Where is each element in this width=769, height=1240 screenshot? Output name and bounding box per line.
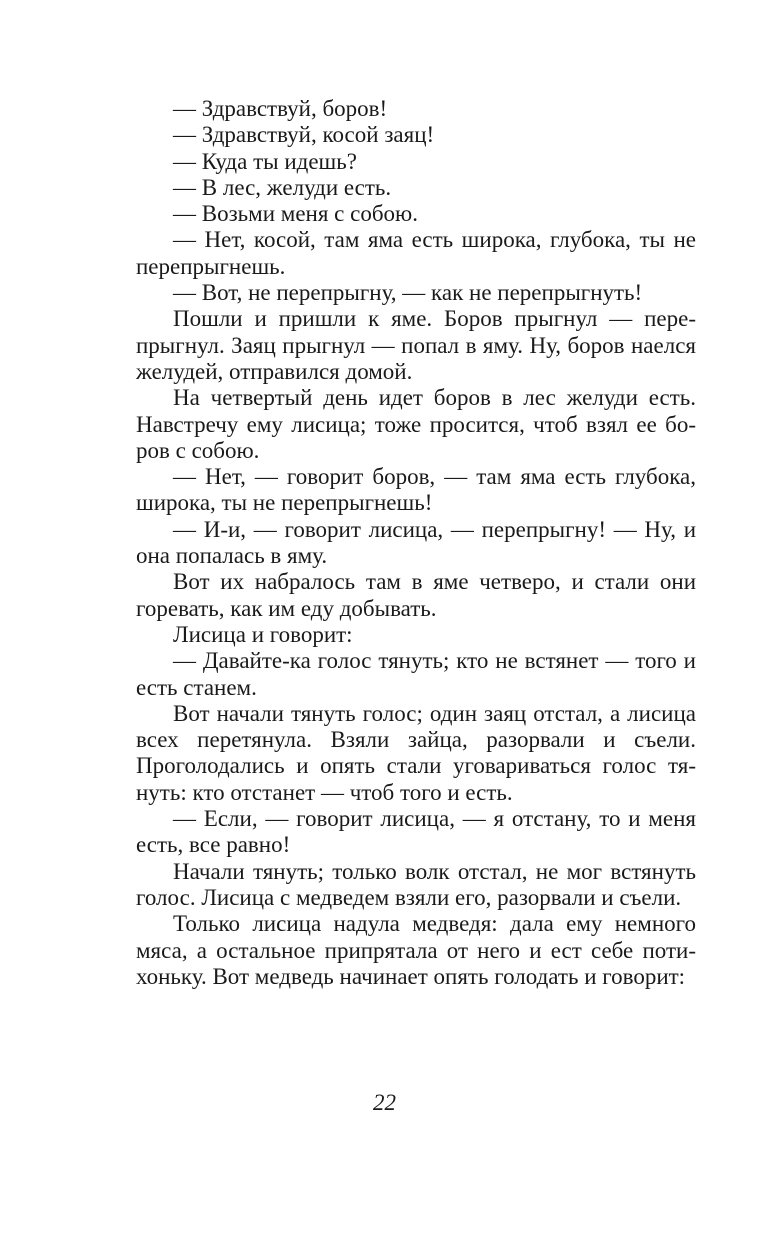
paragraph-9: На четвертый день идет боров в лес желуди есть. Навстречу ему лисица; тоже просится, чтоб взял ее боров с собою. [136, 385, 696, 463]
paragraph-14: — Давайте-ка голос тянуть; кто не встянет — того и есть станем. [136, 648, 696, 700]
paragraph-4: — В лес, желуди есть. [173, 174, 392, 200]
paragraph-1: — Здравствуй, боров! [173, 96, 388, 121]
page-number: 22 [373, 1090, 396, 1115]
paragraph-3: — Куда ты идешь? [173, 148, 357, 174]
paragraph-7: — Вот, не перепрыгну, — как не перепрыгнуть! [173, 280, 643, 306]
paragraph-13: Лисица и говорит: [173, 621, 353, 647]
paragraph-6: — Нет, косой, там яма есть широка, глубока, ты не перепрыгнешь. [136, 227, 696, 279]
paragraph-15: Вот начали тянуть голос; один заяц отстал, а лисица всех перетянула. Взяли зайца, разорвали и съели. Проголодались и опять стали уговариваться голос тянуть: кто отстанет — чтоб того и есть. [136, 700, 696, 805]
paragraph-11: — И-и, — говорит лисица, — перепрыгну! — Ну, и она попалась в яму. [136, 516, 696, 569]
paragraph-8: Пошли и пришли к яме. Боров прыгнул — перепрыгнул. Заяц прыгнул — попал в яму. Ну, боров наелся желудей, отправился домой. [136, 306, 696, 384]
story-text [136, 96, 696, 990]
paragraph-2: — Здравствуй, косой заяц! [173, 122, 435, 148]
paragraph-5: — Возьми меня с собою. [173, 201, 418, 227]
paragraph-12: Вот их набралось там в яме четверо, и стали они горевать, как им еду добывать. [136, 569, 696, 621]
paragraph-18: Только лисица надула медведя: дала ему немного мяса, а остальное припрятала от него и ест себе потихоньку. Вот медведь начинает опять голодать и говорит: [136, 911, 696, 989]
paragraph-17: Начали тянуть; только волк отстал, не мог встянуть голос. Лисица с медведем взяли его, разорвали и съели. [136, 858, 696, 910]
paragraph-16: — Если, — говорит лисица, — я отстану, то и меня есть, все равно! [136, 806, 696, 858]
paragraph-10: — Нет, — говорит боров, — там яма есть глубока, широка, ты не перепрыгнешь! [136, 464, 696, 516]
